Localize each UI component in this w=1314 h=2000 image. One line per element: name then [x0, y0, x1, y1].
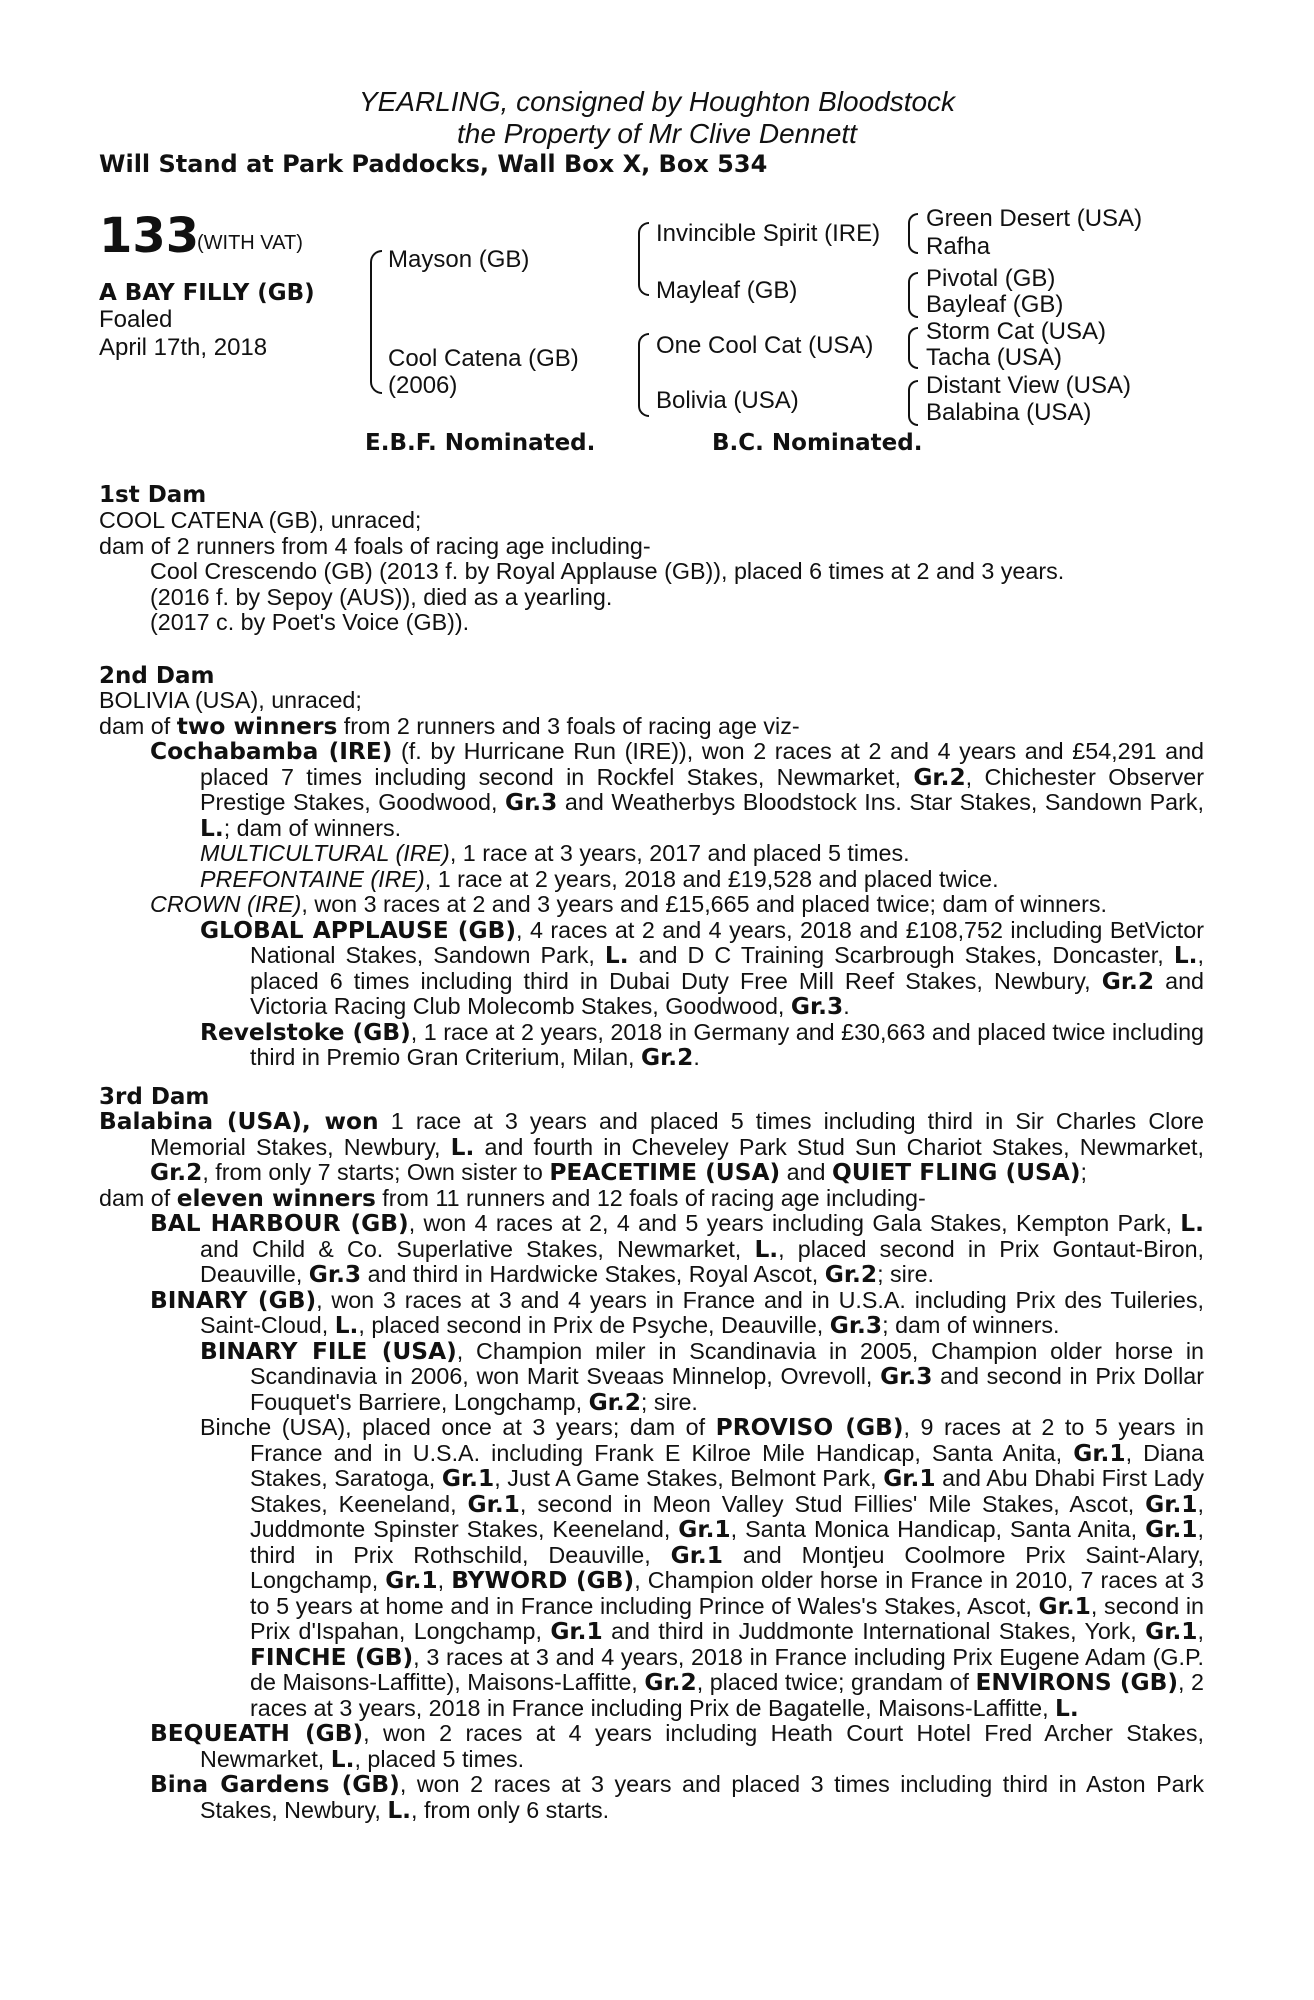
pedigree-brace-ss [908, 213, 918, 254]
consignor-line: YEARLING, consigned by Houghton Bloodstock [358, 86, 956, 117]
dam-dam: Bolivia (USA) [656, 387, 799, 414]
pedigree-brace-dd [908, 380, 918, 426]
pedigree-brace-dam [638, 333, 649, 417]
stabling-line: Will Stand at Park Paddocks, Wall Box X, Box 534 [99, 150, 768, 178]
pedigree-brace-sd [908, 272, 918, 318]
second-dam-title: 2nd Dam [99, 663, 215, 689]
produce-entry: GLOBAL APPLAUSE (GB), 4 races at 2 and 4 years, 2018 and £108,752 including BetVictor National Stakes, Sandown Park, L. and D C Training Scarbrough Stakes, Doncaster, L., placed 6 times including third in Dubai Duty Free Mill Reef Stakes, Newbury, Gr.2 and Victoria Racing Club Molecomb Stakes, Goodwood, Gr.3. [200, 916, 1204, 1020]
sd-sire: Pivotal (GB) [926, 265, 1056, 292]
dam-year: (2006) [388, 372, 458, 399]
foaled-label: Foaled [99, 306, 173, 333]
second-dam-line: BOLIVIA (USA), unraced; [99, 687, 362, 713]
dam-name: Cool Catena (GB) [388, 345, 579, 372]
produce-entry: PREFONTAINE (IRE), 1 race at 2 years, 2018 and £19,528 and placed twice. [200, 865, 999, 892]
dam-sire: One Cool Cat (USA) [656, 332, 874, 359]
sire-sire: Invincible Spirit (IRE) [656, 220, 881, 247]
ds-dam: Tacha (USA) [926, 344, 1063, 371]
pedigree-brace-gen1 [370, 250, 382, 394]
produce-line: (2016 f. by Sepoy (AUS)), died as a yearling. [150, 583, 613, 610]
produce-entry: BEQUEATH (GB), won 2 races at 4 years including Heath Court Hotel Fred Archer Stakes, Newmarket, L., placed 5 times. [150, 1720, 1205, 1773]
pedigree-brace-ds [908, 327, 918, 369]
first-dam-summary: dam of 2 runners from 4 foals of racing age including- [99, 532, 651, 559]
produce-entry: BINARY FILE (USA), Champion miler in Scandinavia in 2005, Champion older horse in Scandinavia in 2006, won Marit Sveaas Minnelop, Ovrevoll, Gr.3 and second in Prix Dollar Fouquet's Barriere, Longchamp, Gr.2; sire. [200, 1337, 1204, 1416]
vat-note: (WITH VAT) [197, 232, 303, 254]
produce-entry: Revelstoke (GB), 1 race at 2 years, 2018 in Germany and £30,663 and placed twice including third in Premio Gran Criterium, Milan, Gr.2. [200, 1018, 1204, 1071]
produce-entry: BAL HARBOUR (GB), won 4 races at 2, 4 and 5 years including Gala Stakes, Kempton Park, L. and Child & Co. Superlative Stakes, Newmarket, L., placed second in Prix Gontaut-Biron, Deauville, Gr.3 and third in Hardwicke Stakes, Royal Ascot, Gr.2; sire. [150, 1210, 1204, 1288]
ss-sire: Green Desert (USA) [926, 205, 1143, 232]
ebf-nominated: E.B.F. Nominated. [365, 430, 596, 456]
first-dam-line: COOL CATENA (GB), unraced; [99, 507, 422, 533]
third-dam-title: 3rd Dam [99, 1084, 210, 1110]
dd-dam: Balabina (USA) [926, 399, 1092, 426]
sd-dam: Bayleaf (GB) [926, 291, 1064, 318]
second-dam-block [99, 688, 1204, 1071]
produce-entry: Cochabamba (IRE) (f. by Hurricane Run (IRE)), won 2 races at 2 and 4 years and £54,291 and placed 7 times including second in Rockfel Stakes, Newmarket, Gr.2, Chichester Observer Prestige Stakes, Goodwood, Gr.3 and Weatherbys Bloodstock Ins. Star Stakes, Sandown Park, L.; dam of winners. [150, 738, 1205, 842]
dd-sire: Distant View (USA) [926, 372, 1131, 399]
lot-number: 133 [99, 208, 200, 264]
produce-line: (2017 c. by Poet's Voice (GB)). [150, 609, 470, 635]
produce-entry: Bina Gardens (GB), won 2 races at 3 years and placed 3 times including third in Aston Park Stakes, Newbury, L., from only 6 starts. [150, 1771, 1204, 1824]
foaled-date: April 17th, 2018 [99, 334, 268, 361]
first-dam-title: 1st Dam [99, 482, 207, 508]
produce-entry: BINARY (GB), won 3 races at 3 and 4 years in France and in U.S.A. including Prix des Tuileries, Saint-Cloud, L., placed second in Prix de Psyche, Deauville, Gr.3; dam of winners. [150, 1286, 1204, 1339]
pedigree-brace-sire [638, 222, 649, 296]
second-dam-summary: dam of two winners from 2 runners and 3 foals of racing age viz- [99, 712, 800, 740]
produce-entry: Binche (USA), placed once at 3 years; dam of PROVISO (GB), 9 races at 2 to 5 years in France and in U.S.A. including Frank E Kilroe Mile Handicap, Santa Anita, Gr.1, Diana Stakes, Saratoga, Gr.1, Just A Game Stakes, Belmont Park, Gr.1 and Abu Dhabi First Lady Stakes, Keeneland, Gr.1, second in Meon Valley Stud Fillies' Mile Stakes, Ascot, Gr.1, Juddmonte Spinster Stakes, Keeneland, Gr.1, Santa Monica Handicap, Santa Anita, Gr.1, third in Prix Rothschild, Deauville, Gr.1 and Montjeu Coolmore Prix Saint-Alary, Longchamp, Gr.1, BYWORD (GB), Champion older horse in France in 2010, 7 races at 3 to 5 years at home and in France including Prince of Wales's Stakes, Ascot, Gr.1, second in Prix d'Ispahan, Longchamp, Gr.1 and third in Juddmonte International Stakes, York, Gr.1, FINCHE (GB), 3 races at 3 and 4 years, 2018 in France including Prix Eugene Adam (G.P. de Maisons-Laffitte), Maisons-Laffitte, Gr.2, placed twice; grandam of ENVIRONS (GB), 2 races at 3 years, 2018 in France including Prix de Bagatelle, Maisons-Laffitte, L. [200, 1414, 1205, 1722]
first-dam-block [99, 508, 1204, 636]
sire-dam: Mayleaf (GB) [656, 277, 798, 304]
produce-line: Cool Crescendo (GB) (2013 f. by Royal Applause (GB)), placed 6 times at 2 and 3 years. [150, 558, 1065, 584]
property-line: the Property of Mr Clive Dennett [457, 118, 857, 149]
third-dam-block [99, 1109, 1204, 1823]
lot-name: A BAY FILLY (GB) [99, 280, 315, 306]
ds-sire: Storm Cat (USA) [926, 318, 1107, 345]
produce-entry: CROWN (IRE), won 3 races at 2 and 3 years and £15,665 and placed twice; dam of winners. [150, 891, 1107, 917]
produce-entry: MULTICULTURAL (IRE), 1 race at 3 years, 2017 and placed 5 times. [200, 840, 910, 866]
third-dam-line: Balabina (USA), won 1 race at 3 years and placed 5 times including third in Sir Charles Clore Memorial Stakes, Newbury, L. and fourth in Cheveley Park Stud Sun Chariot Stakes, Newmarket, Gr.2, from only 7 starts; Own sister to PEACETIME (USA) and QUIET FLING (USA); [99, 1108, 1204, 1186]
bc-nominated: B.C. Nominated. [712, 430, 923, 456]
ss-dam: Rafha [926, 233, 991, 260]
sire-name: Mayson (GB) [388, 246, 530, 273]
third-dam-summary: dam of eleven winners from 11 runners and 12 foals of racing age including- [99, 1184, 926, 1212]
